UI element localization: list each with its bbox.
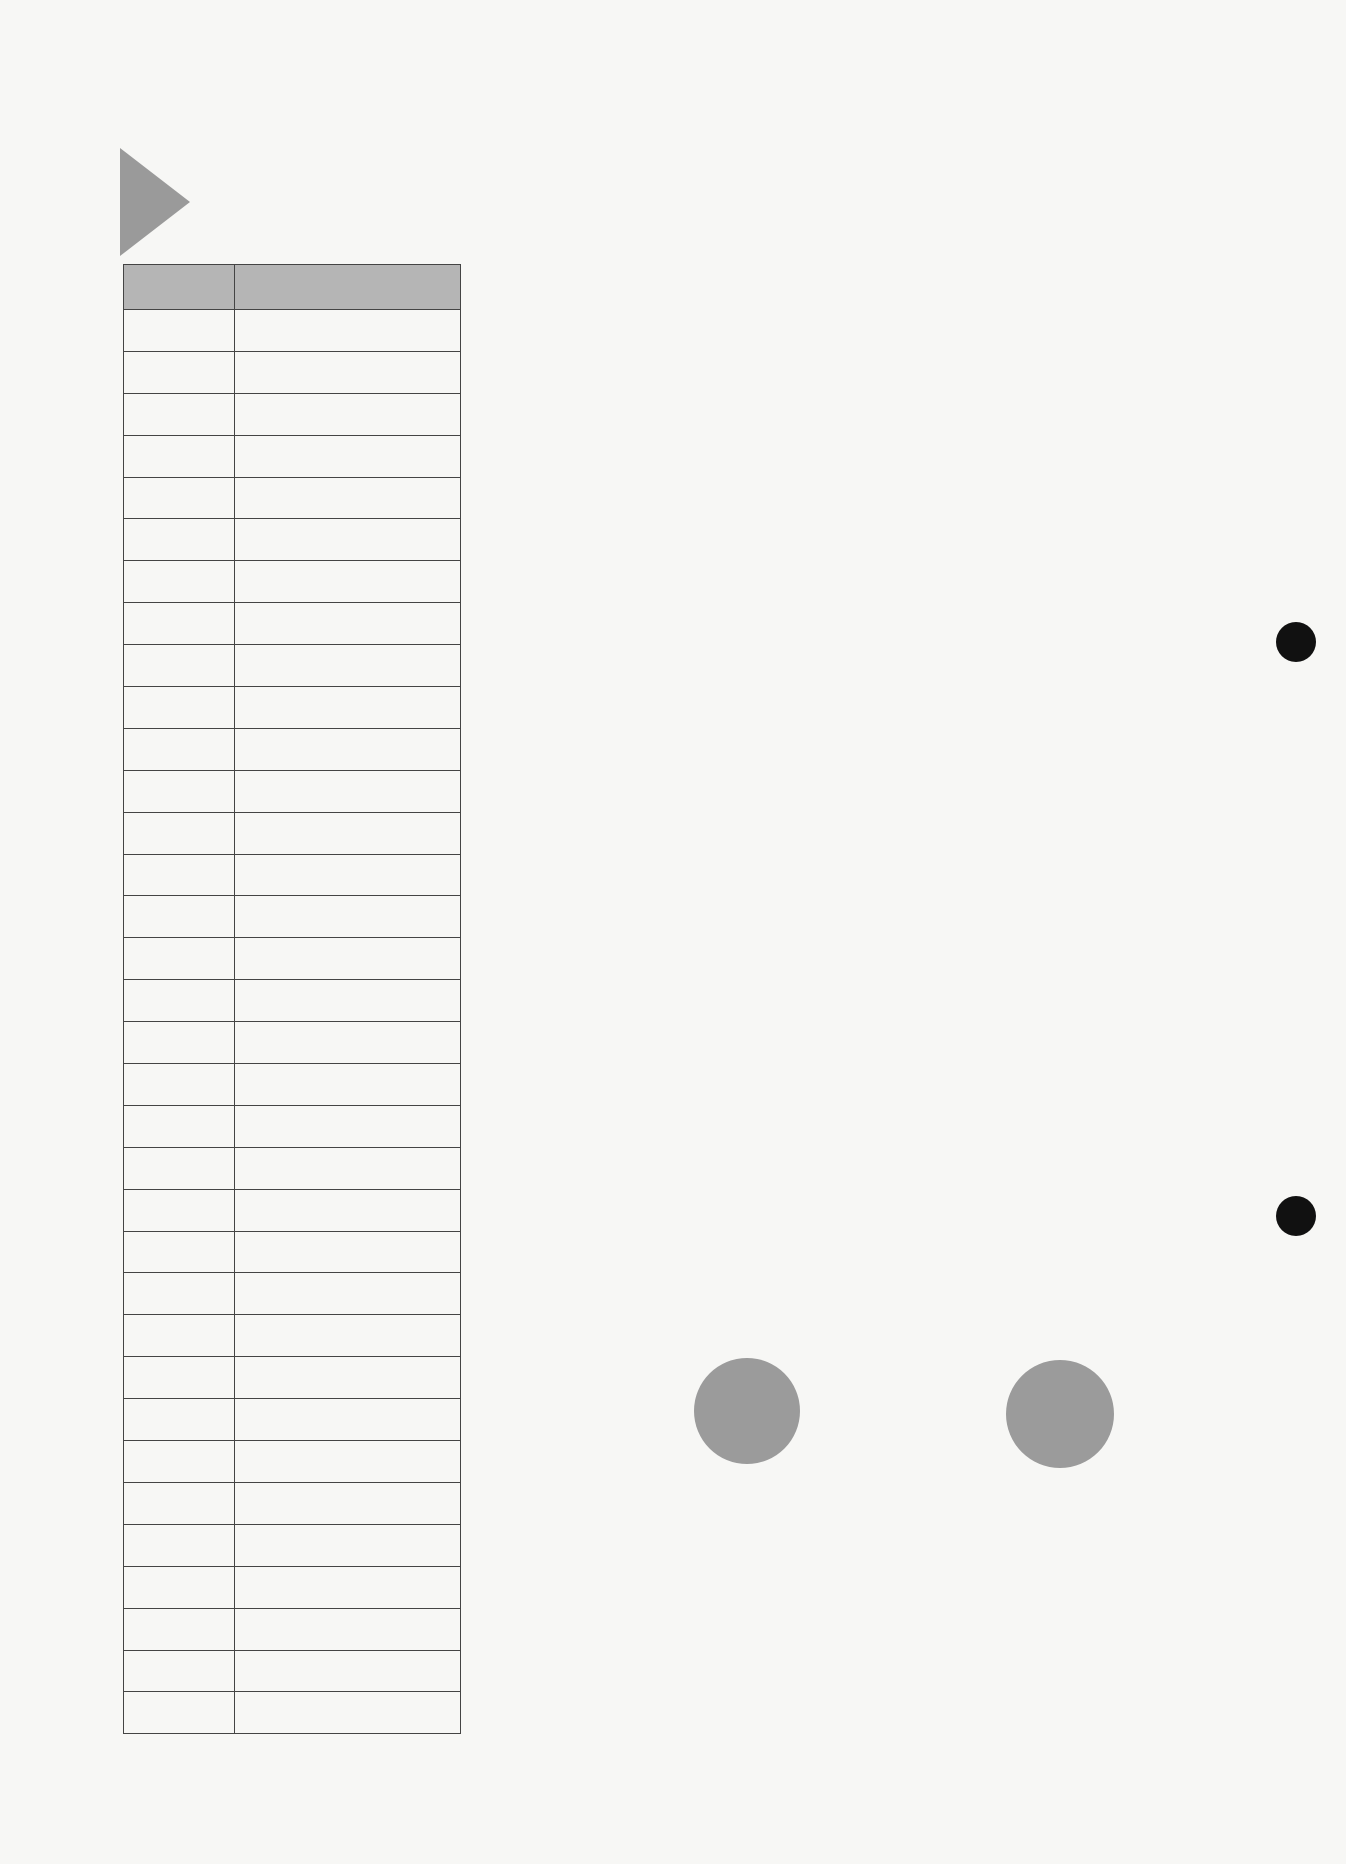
column-header-place bbox=[235, 265, 461, 310]
polling-place-cell bbox=[235, 1147, 461, 1189]
district-cell bbox=[124, 393, 235, 435]
table-row bbox=[124, 1357, 461, 1399]
table-row bbox=[124, 1399, 461, 1441]
binding-hole-bottom bbox=[1276, 1196, 1316, 1236]
district-cell bbox=[124, 477, 235, 519]
polling-place-cell bbox=[235, 561, 461, 603]
table-row bbox=[124, 1650, 461, 1692]
district-cell bbox=[124, 1399, 235, 1441]
polling-place-cell bbox=[235, 1064, 461, 1106]
table-row bbox=[124, 854, 461, 896]
polling-place-cell bbox=[235, 1441, 461, 1483]
polling-place-cell bbox=[235, 1231, 461, 1273]
polling-place-cell bbox=[235, 1566, 461, 1608]
polling-place-cell bbox=[235, 1022, 461, 1064]
district-cell bbox=[124, 1147, 235, 1189]
polling-place-cell bbox=[235, 519, 461, 561]
polling-place-cell bbox=[235, 645, 461, 687]
polling-place-cell bbox=[235, 1608, 461, 1650]
district-cell bbox=[124, 687, 235, 729]
table-row bbox=[124, 1482, 461, 1524]
polling-place-cell bbox=[235, 938, 461, 980]
table-row bbox=[124, 561, 461, 603]
polling-place-cell bbox=[235, 1650, 461, 1692]
district-cell bbox=[124, 812, 235, 854]
polling-place-cell bbox=[235, 980, 461, 1022]
polling-place-cell bbox=[235, 435, 461, 477]
table-header-row bbox=[124, 265, 461, 310]
district-cell bbox=[124, 1273, 235, 1315]
table-row bbox=[124, 980, 461, 1022]
district-cell bbox=[124, 728, 235, 770]
table-row bbox=[124, 1105, 461, 1147]
table-row bbox=[124, 896, 461, 938]
table-row bbox=[124, 310, 461, 352]
polling-place-cell bbox=[235, 1482, 461, 1524]
table-row bbox=[124, 1273, 461, 1315]
district-cell bbox=[124, 1231, 235, 1273]
table-row bbox=[124, 1315, 461, 1357]
district-cell bbox=[124, 519, 235, 561]
polling-place-cell bbox=[235, 1399, 461, 1441]
district-cell bbox=[124, 1608, 235, 1650]
table-row bbox=[124, 1064, 461, 1106]
table-row bbox=[124, 1441, 461, 1483]
table-row bbox=[124, 687, 461, 729]
district-cell bbox=[124, 1482, 235, 1524]
polling-place-cell bbox=[235, 310, 461, 352]
district-cell bbox=[124, 896, 235, 938]
table-row bbox=[124, 938, 461, 980]
polling-place-cell bbox=[235, 1273, 461, 1315]
district-cell bbox=[124, 1692, 235, 1734]
table-body bbox=[124, 310, 461, 1734]
newsletter-header bbox=[190, 86, 206, 110]
polling-place-cell bbox=[235, 770, 461, 812]
heading-ticket-circle bbox=[1006, 1360, 1114, 1468]
polling-place-cell bbox=[235, 603, 461, 645]
district-cell bbox=[124, 1650, 235, 1692]
table-row bbox=[124, 519, 461, 561]
table-row bbox=[124, 645, 461, 687]
table-row bbox=[124, 728, 461, 770]
table-row bbox=[124, 812, 461, 854]
polling-place-cell bbox=[235, 1189, 461, 1231]
polling-place-table bbox=[123, 264, 461, 1734]
polling-place-cell bbox=[235, 1357, 461, 1399]
table-row bbox=[124, 1608, 461, 1650]
district-cell bbox=[124, 351, 235, 393]
table-row bbox=[124, 770, 461, 812]
polling-place-cell bbox=[235, 477, 461, 519]
district-cell bbox=[124, 645, 235, 687]
polling-place-cell bbox=[235, 1105, 461, 1147]
table-row bbox=[124, 1022, 461, 1064]
polling-place-cell bbox=[235, 1692, 461, 1734]
table-row bbox=[124, 477, 461, 519]
table-row bbox=[124, 1147, 461, 1189]
district-cell bbox=[124, 1524, 235, 1566]
table-row bbox=[124, 435, 461, 477]
table-row bbox=[124, 393, 461, 435]
polling-place-cell bbox=[235, 393, 461, 435]
polling-place-cell bbox=[235, 351, 461, 393]
table-row bbox=[124, 351, 461, 393]
polling-place-cell bbox=[235, 687, 461, 729]
district-cell bbox=[124, 980, 235, 1022]
district-cell bbox=[124, 1189, 235, 1231]
heading-count-circle bbox=[694, 1358, 800, 1464]
polling-place-cell bbox=[235, 1524, 461, 1566]
district-cell bbox=[124, 770, 235, 812]
district-cell bbox=[124, 310, 235, 352]
table-row bbox=[124, 1189, 461, 1231]
district-cell bbox=[124, 1105, 235, 1147]
polling-place-cell bbox=[235, 728, 461, 770]
table-row bbox=[124, 603, 461, 645]
district-cell bbox=[124, 435, 235, 477]
district-cell bbox=[124, 603, 235, 645]
district-cell bbox=[124, 1357, 235, 1399]
table-row bbox=[124, 1524, 461, 1566]
binding-hole-top bbox=[1276, 622, 1316, 662]
section-title bbox=[120, 148, 460, 256]
district-cell bbox=[124, 938, 235, 980]
district-cell bbox=[124, 1022, 235, 1064]
title-triangle-decoration bbox=[120, 148, 190, 256]
polling-place-cell bbox=[235, 812, 461, 854]
district-cell bbox=[124, 1566, 235, 1608]
district-cell bbox=[124, 1441, 235, 1483]
polling-place-cell bbox=[235, 1315, 461, 1357]
district-cell bbox=[124, 1064, 235, 1106]
district-cell bbox=[124, 854, 235, 896]
polling-place-cell bbox=[235, 896, 461, 938]
polling-place-cell bbox=[235, 854, 461, 896]
table-row bbox=[124, 1692, 461, 1734]
district-cell bbox=[124, 561, 235, 603]
district-cell bbox=[124, 1315, 235, 1357]
table-row bbox=[124, 1566, 461, 1608]
column-header-district bbox=[124, 265, 235, 310]
table-row bbox=[124, 1231, 461, 1273]
